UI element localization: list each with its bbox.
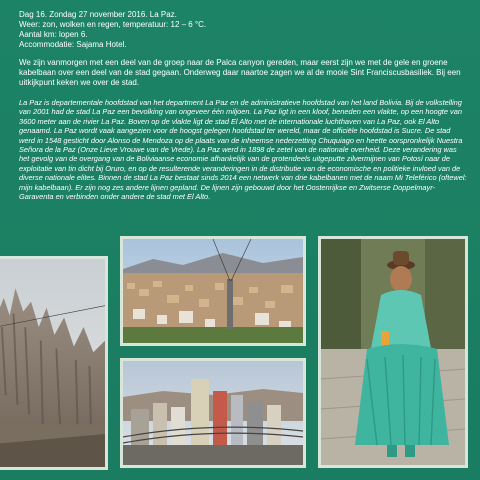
city-panorama-image xyxy=(123,239,303,343)
cholita-portrait-image xyxy=(321,239,465,465)
cholita-portrait-photo xyxy=(318,236,468,468)
cable-car-city-photo xyxy=(120,358,306,468)
day-title: Dag 16. Zondag 27 november 2016. La Paz. xyxy=(19,10,177,19)
la-paz-info-paragraph: La Paz is departementale hoofdstad van het department La Paz en de administratieve hoofdstad van het land Bolivia. Bij de volkstelling van 2001 had de stad La Paz een bevolking van ongeveer één miljoen. La Paz ligt in een kloof, beneden een vlakte, op een hoogte van 3600 meter aan de rivier La Paz. Boven op de vlakte ligt de stad El Alto met de internationale luchthaven van La Paz, ook El Alto genaamd. La Paz wordt vaak aangezien voor de hoogst gelegen hoofdstad ter wereld, maar de officiële hoofdstad is Sucre. De stad werd in 1548 gesticht door Alonso de Mendoza op de plaats van de inheemse nederzetting Chuquiago en heette oorspronkelijk Nuestra Señora de la Paz (Onze Lieve Vrouwe van de Vrede). La Paz werd in 1898 de zetel van de nationale overheid. Deze verandering was het gevolg van de overgang van de Boliviaanse economie afhankelijk van de grotendeels uitgeputte zilvermijnen van Potosí naar de exploitatie van tin dicht bij Oruro, en op de resulterende veranderingen in de distributie van de economische en politieke invloed van de diverse nationale elites. Binnen de stad La Paz bestaat sinds 2014 een netwerk van drie kabelbanen met de naam Mi Teleférico (oftewel: mijn kabelbaan). Er zijn nog zes andere lijnen gepland. De lijnen zijn gebouwd door het Oostenrijkse en Zwitserse Doppelmayr-Garaventa en verbinden onder andere de stad met El Alto. xyxy=(19,98,467,202)
rock-formation-photo xyxy=(0,256,108,470)
distance-line: Aantal km: lopen 6. xyxy=(19,30,88,39)
rock-formation-image xyxy=(0,259,105,467)
weather-line: Weer: zon, wolken en regen, temperatuur: 12 – 6 °C. xyxy=(19,20,207,29)
city-panorama-photo xyxy=(120,236,306,346)
accommodation-line: Accommodatie: Sajama Hotel. xyxy=(19,40,127,49)
day-header xyxy=(19,10,464,50)
intro-paragraph: We zijn vanmorgen met een deel van de groep naar de Palca canyon gereden, maar eerst zijn we met de gele en groene kabelbaan over een deel van de stad gegaan. Onderweg daar naartoe zagen we al de mooie Sint Franciscusbasiliek. Bij een uitkijkpunt keken we over de stad. xyxy=(19,58,461,87)
cable-car-city-image xyxy=(123,361,303,465)
